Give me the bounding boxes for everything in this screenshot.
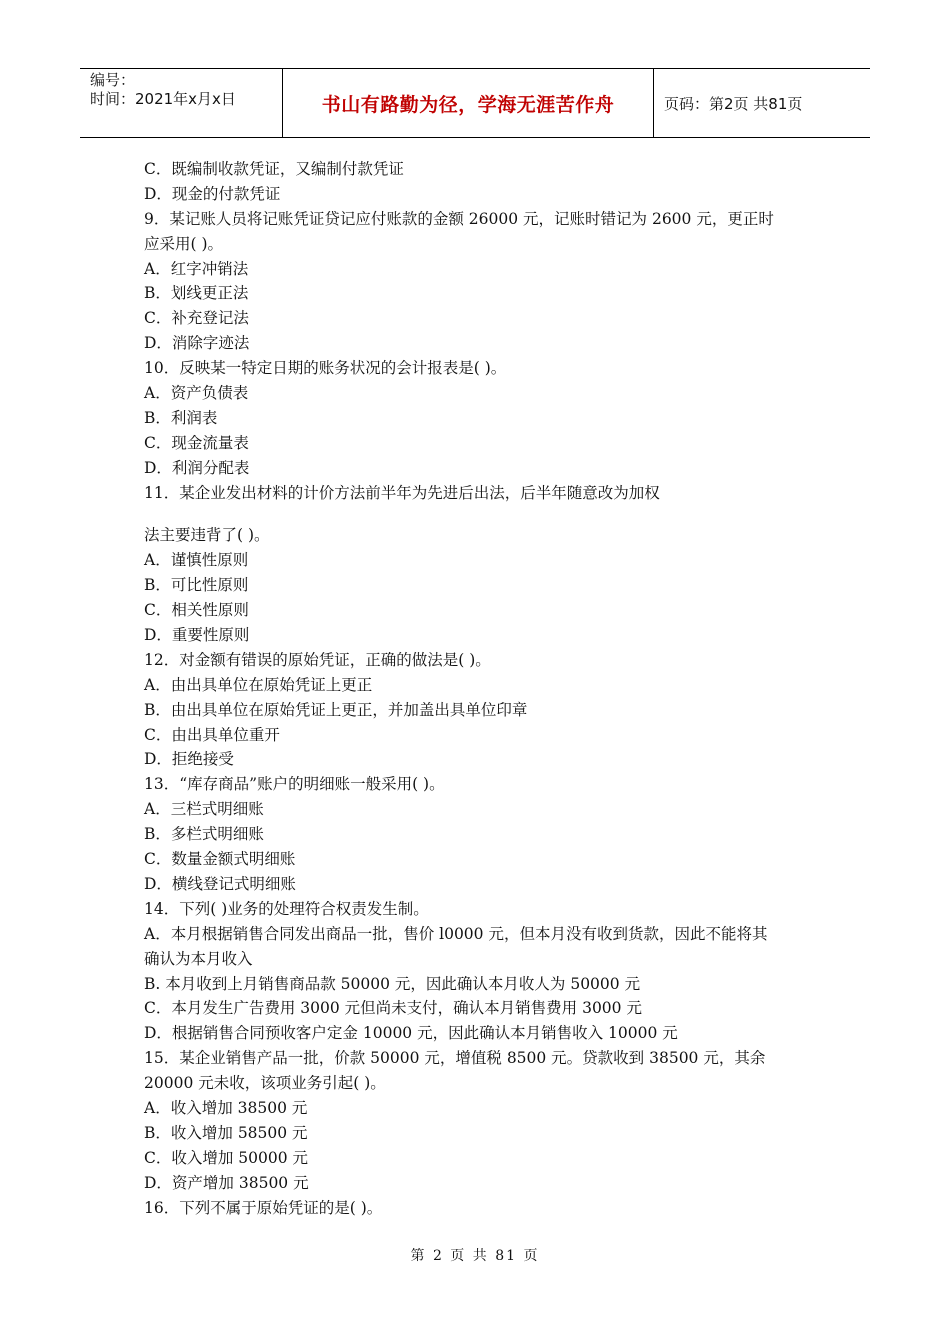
text-line: C．补充登记法 xyxy=(144,309,249,328)
text-line: 11．某企业发出材料的计价方法前半年为先进后出法，后半年随意改为加权 xyxy=(144,483,660,502)
text-line: A．三栏式明细账 xyxy=(144,800,264,819)
header-page-cell xyxy=(654,69,870,137)
text-line: 10．反映某一特定日期的账务状况的会计报表是( )。 xyxy=(144,359,507,378)
text-line: 15．某企业销售产品一批，价款 50000 元，增值税 8500 元。贷款收到 38500 元，其余 xyxy=(144,1049,766,1068)
text-line: B．由出具单位在原始凭证上更正，并加盖出具单位印章 xyxy=(144,700,528,719)
header-page-info: 页码：第2页 共81页 xyxy=(664,94,803,113)
header-meta-cell xyxy=(80,69,282,137)
text-line: B．划线更正法 xyxy=(144,284,249,303)
paragraph-gap xyxy=(144,505,814,523)
document-number-label: 编号： xyxy=(90,71,136,89)
text-line: 法主要违背了( )。 xyxy=(144,526,270,545)
text-line: D．拒绝接受 xyxy=(144,750,234,769)
header-motto-cell xyxy=(282,69,654,137)
text-line: C．现金流量表 xyxy=(144,433,249,452)
text-line: D．重要性原则 xyxy=(144,626,250,645)
text-line: C．收入增加 50000 元 xyxy=(144,1148,309,1167)
text-line: A．由出具单位在原始凭证上更正 xyxy=(144,675,373,694)
header-motto: 书山有路勤为径，学海无涯苦作舟 xyxy=(321,93,615,116)
document-time-label: 时间：2021年x月x日 xyxy=(90,90,236,108)
text-line: 16．下列不属于原始凭证的是( )。 xyxy=(144,1198,383,1217)
page-footer: 第 2 页 共 81 页 xyxy=(410,1248,540,1264)
text-line: D．根据销售合同预收客户定金 10000 元，因此确认本月销售收入 10000 元 xyxy=(144,1024,678,1043)
text-line: C．本月发生广告费用 3000 元但尚未支付，确认本月销售费用 3000 元 xyxy=(144,999,642,1018)
document-body xyxy=(144,157,814,1220)
text-line: D．现金的付款凭证 xyxy=(144,184,281,203)
text-line: A．资产负债表 xyxy=(144,384,249,403)
text-line: A．本月根据销售合同发出商品一批，售价 l0000 元，但本月没有收到货款，因此不能将其 xyxy=(144,924,768,943)
text-line: 9．某记账人员将记账凭证贷记应付账款的金额 26000 元，记账时错记为 2600 元，更正时 xyxy=(144,209,774,228)
text-line: C．数量金额式明细账 xyxy=(144,850,296,869)
text-line: D．消除字迹法 xyxy=(144,334,250,353)
text-line: B．可比性原则 xyxy=(144,576,249,595)
text-line: A．红字冲销法 xyxy=(144,259,249,278)
text-line: B．收入增加 58500 元 xyxy=(144,1123,308,1142)
text-line: D．横线登记式明细账 xyxy=(144,874,296,893)
text-line: 应采用( )。 xyxy=(144,234,224,253)
text-line: C．由出具单位重开 xyxy=(144,725,280,744)
text-line: D．利润分配表 xyxy=(144,458,250,477)
text-line: C．相关性原则 xyxy=(144,601,249,620)
text-line: 13．“库存商品”账户的明细账一般采用( )。 xyxy=(144,775,445,794)
text-line: A．谨慎性原则 xyxy=(144,551,249,570)
text-line: D．资产增加 38500 元 xyxy=(144,1173,309,1192)
text-line: B．多栏式明细账 xyxy=(144,825,264,844)
text-line: C．既编制收款凭证，又编制付款凭证 xyxy=(144,160,404,178)
text-line: 20000 元未收，该项业务引起( )。 xyxy=(144,1074,386,1093)
page-header xyxy=(80,68,870,138)
text-line: B. 本月收到上月销售商品款 50000 元，因此确认本月收人为 50000 元 xyxy=(144,974,641,993)
text-line: A．收入增加 38500 元 xyxy=(144,1098,308,1117)
text-line: 12．对金额有错误的原始凭证，正确的做法是( )。 xyxy=(144,650,491,669)
text-line: B．利润表 xyxy=(144,408,218,427)
text-line: 确认为本月收入 xyxy=(144,949,253,968)
text-line: 14．下列( )业务的处理符合权责发生制。 xyxy=(144,899,429,918)
